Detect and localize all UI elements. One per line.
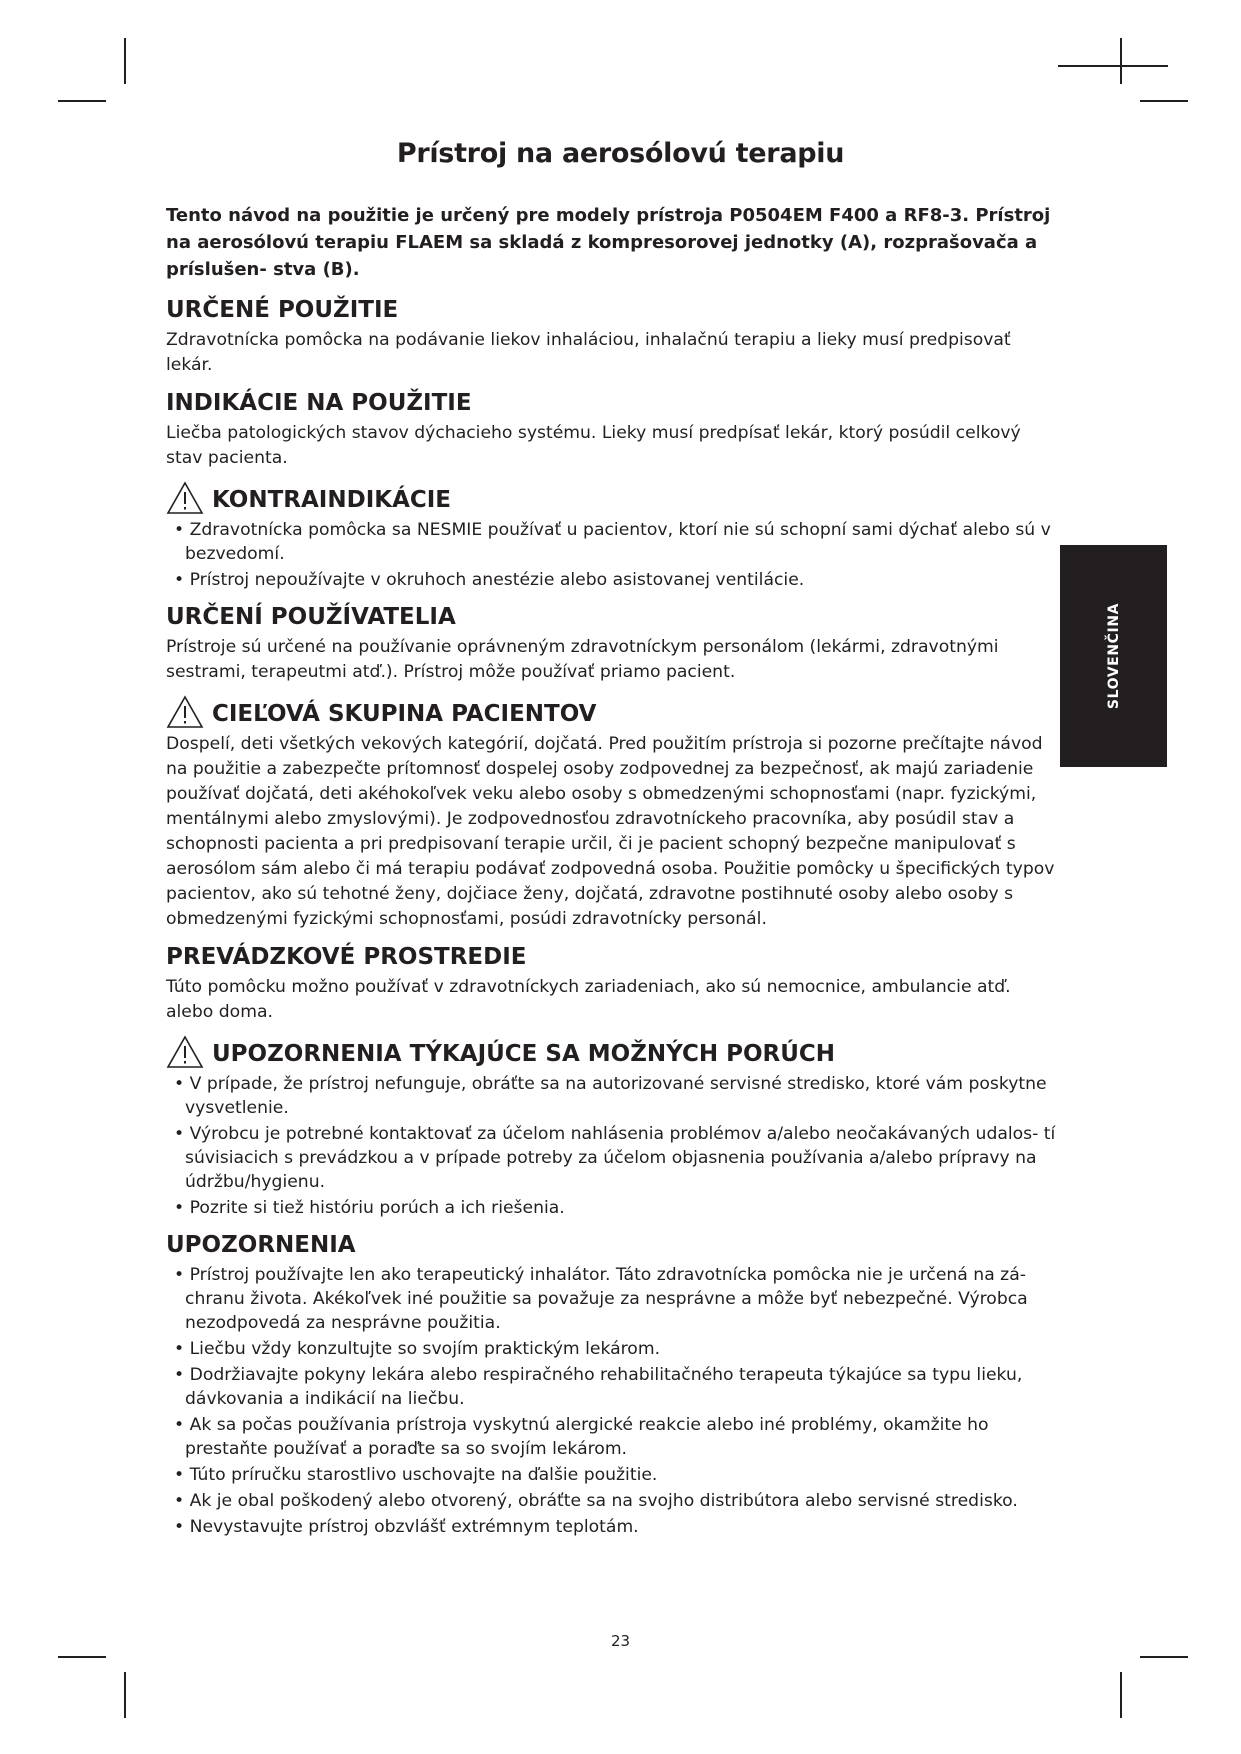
section-text: Túto pomôcku možno používať v zdravotníckych zariadeniach, ako sú nemocnice, ambulancie atď. alebo doma. bbox=[166, 977, 1011, 1022]
section-indications bbox=[166, 388, 1056, 471]
warning-triangle-icon bbox=[166, 481, 204, 515]
section-heading bbox=[166, 295, 1056, 325]
heading-text: UPOZORNENIA bbox=[166, 1232, 356, 1258]
document-body bbox=[166, 202, 1056, 1549]
section-heading bbox=[166, 942, 1056, 972]
page-number: 23 bbox=[610, 1632, 631, 1650]
list-item: • Prístroj nepoužívajte v okruhoch anestézie alebo asistovanej ventilácie. bbox=[166, 568, 1056, 592]
crop-mark-bottom-right-horizontal bbox=[1140, 1656, 1188, 1658]
list-item: • Prístroj používajte len ako terapeutický inhalátor. Táto zdravotnícka pomôcka nie je určená na zá- chranu života. Akékoľvek iné použitie sa považuje za nesprávne a môže byť nebezpečné. Výrobca nezodpovedá za nesprávne použitia. bbox=[166, 1263, 1056, 1335]
section-heading bbox=[166, 481, 1056, 515]
section-text: Liečba patologických stavov dýchacieho systému. Lieky musí predpísať lekár, ktorý posúdil celkový stav pacienta. bbox=[166, 423, 1021, 468]
list-item: • Ak sa počas používania prístroja vyskytnú alergické reakcie alebo iné problémy, okamžite ho prestaňte používať a poraďte sa so svojím lekárom. bbox=[166, 1413, 1056, 1461]
section-intended-users bbox=[166, 602, 1056, 685]
language-tab-label: SLOVENČINA bbox=[1105, 602, 1122, 710]
list-item: • Túto príručku starostlivo uschovajte na ďalšie použitie. bbox=[166, 1463, 1056, 1487]
section-intended-use bbox=[166, 295, 1056, 378]
list-item: • Zdravotnícka pomôcka sa NESMIE používať u pacientov, ktorí nie sú schopní sami dýchať alebo sú v bezvedomí. bbox=[166, 518, 1056, 566]
warning-triangle-icon bbox=[166, 1035, 204, 1069]
section-text: Dospelí, deti všetkých vekových kategórií, dojčatá. Pred použitím prístroja si pozorne prečítajte návod na použitie a zabezpečte prítomnosť dospelej osoby zodpovednej za bezpečnosť, ak majú zariadenie používať dojčatá, deti akéhokoľvek veku alebo osoby s obmedzenými schopnosťami (napr. fyzickými, mentálnymi alebo zmyslovými). Je zodpovednosťou zdravotníckeho pracovníka, aby posúdil stav a schopnosti pacienta a pri predpisovaní terapie určil, či je pacient schopný bezpečne manipulovať s aerosólom sám alebo či má terapiu podávať zodpovedná osoba. Použitie pomôcky u špecifických typov pacientov, ako sú tehotné ženy, dojčiace ženy, dojčatá, zdravotne postihnuté osoby alebo osoby s obmedzenými fyzickými schopnosťami, posúdi zdravotnícky personál. bbox=[166, 734, 1055, 929]
crop-mark-bottom-left-vertical bbox=[124, 1672, 126, 1718]
section-heading bbox=[166, 1035, 1056, 1069]
section-contraindications bbox=[166, 481, 1056, 592]
section-operating-environment bbox=[166, 942, 1056, 1025]
section-text: Zdravotnícka pomôcka na podávanie liekov inhaláciou, inhalačnú terapiu a lieky musí predpisovať lekár. bbox=[166, 330, 1011, 375]
crop-mark-bottom-left-horizontal bbox=[58, 1656, 106, 1658]
section-text: Prístroje sú určené na používanie oprávneným zdravotníckym personálom (lekármi, zdravotnými sestrami, terapeutmi atď.). Prístroj môže používať priamo pacient. bbox=[166, 637, 999, 682]
section-malfunction-warnings bbox=[166, 1035, 1056, 1220]
crop-mark-top-left-vertical bbox=[124, 38, 126, 84]
intro-paragraph: Tento návod na použitie je určený pre modely prístroja P0504EM F400 a RF8-3. Prístroj na aerosólovú terapiu FLAEM sa skladá z kompresorovej jednotky (A), rozprašovača a príslušen- stva (B). bbox=[166, 205, 1051, 280]
bullet-list bbox=[166, 518, 1056, 592]
language-tab bbox=[1060, 545, 1167, 767]
heading-text: INDIKÁCIE NA POUŽITIE bbox=[166, 390, 472, 416]
list-item: • Výrobcu je potrebné kontaktovať za účelom nahlásenia problémov a/alebo neočakávaných udalos- tí súvisiacich s prevádzkou a v prípade potreby za účelom objasnenia používania a/alebo prípravy na údržbu/hygienu. bbox=[166, 1122, 1056, 1194]
heading-text: PREVÁDZKOVÉ PROSTREDIE bbox=[166, 944, 527, 970]
bullet-list bbox=[166, 1263, 1056, 1539]
list-item: • Liečbu vždy konzultujte so svojím praktickým lekárom. bbox=[166, 1337, 1056, 1361]
list-item: • V prípade, že prístroj nefunguje, obráťte sa na autorizované servisné stredisko, ktoré vám poskytne vysvetlenie. bbox=[166, 1072, 1056, 1120]
page-title: Prístroj na aerosólovú terapiu bbox=[396, 138, 845, 169]
list-item: • Nevystavujte prístroj obzvlášť extrémnym teplotám. bbox=[166, 1515, 1056, 1539]
section-heading bbox=[166, 388, 1056, 418]
list-item: • Ak je obal poškodený alebo otvorený, obráťte sa na svojho distribútora alebo servisné stredisko. bbox=[166, 1489, 1056, 1513]
section-target-patients bbox=[166, 695, 1056, 932]
crop-mark-top-right-horizontal-2 bbox=[1140, 100, 1188, 102]
heading-text: KONTRAINDIKÁCIE bbox=[212, 487, 452, 513]
heading-text: CIEĽOVÁ SKUPINA PACIENTOV bbox=[212, 701, 597, 727]
heading-text: URČENÉ POUŽITIE bbox=[166, 297, 399, 323]
section-heading bbox=[166, 1230, 1056, 1260]
section-heading bbox=[166, 695, 1056, 729]
list-item: • Dodržiavajte pokyny lekára alebo respiračného rehabilitačného terapeuta týkajúce sa typu lieku, dávkovania a indikácií na liečbu. bbox=[166, 1363, 1056, 1411]
warning-triangle-icon bbox=[166, 695, 204, 729]
section-heading bbox=[166, 602, 1056, 632]
crop-mark-top-right-vertical bbox=[1120, 38, 1122, 84]
crop-mark-top-right-horizontal bbox=[1058, 65, 1168, 67]
crop-mark-top-left-horizontal bbox=[58, 100, 106, 102]
heading-text: UPOZORNENIA TÝKAJÚCE SA MOŽNÝCH PORÚCH bbox=[212, 1041, 836, 1067]
heading-text: URČENÍ POUŽÍVATELIA bbox=[166, 604, 456, 630]
crop-mark-bottom-right-vertical bbox=[1120, 1672, 1122, 1718]
list-item: • Pozrite si tiež históriu porúch a ich riešenia. bbox=[166, 1196, 1056, 1220]
bullet-list bbox=[166, 1072, 1056, 1220]
section-warnings bbox=[166, 1230, 1056, 1539]
